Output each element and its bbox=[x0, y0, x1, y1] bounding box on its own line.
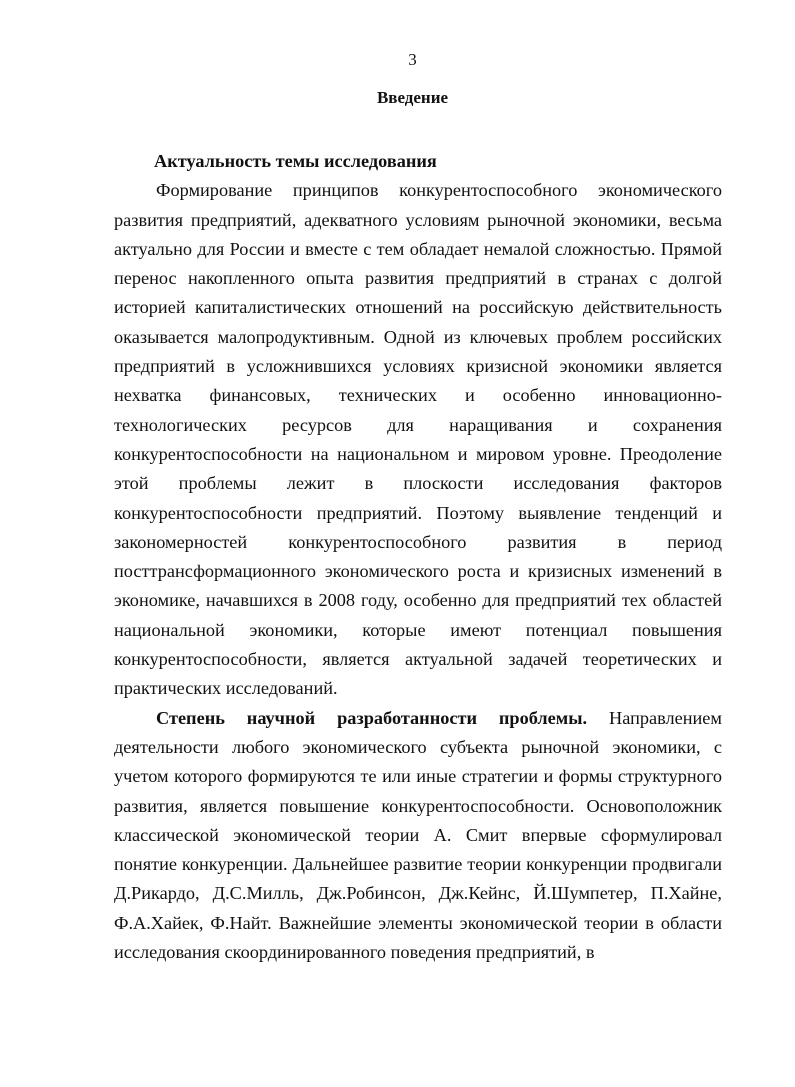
relevance-paragraph: Формирование принципов конкурентоспособного экономического развития предприятий, адекватного условиям рыночной экономики, весьма актуально для России и вместе с тем обладает немалой сложностью. Прямой перенос накопленного опыта развития предприятий в странах с долгой историей капиталистических отношений на российскую действительность оказывается малопродуктивным. Одной из ключевых проблем российских предприятий в усложнившихся условиях кризисной экономики является нехватка финансовых, технических и особенно инновационно-технологических ресурсов для наращивания и сохранения конкурентоспособности на национальном и мировом уровне. Преодоление этой проблемы лежит в плоскости исследования факторов конкурентоспособности предприятий. Поэтому выявление тенденций и закономерностей конкурентоспособного развития в период посттрансформационного экономического роста и кризисных изменений в экономике, начавшихся в 2008 году, особенно для предприятий тех областей национальной экономики, которые имеют потенциал повышения конкурентоспособности, является актуальной задачей теоретических и практических исследований. bbox=[114, 180, 722, 699]
degree-heading: Степень научной разработанности проблемы. bbox=[156, 707, 588, 728]
relevance-heading-paragraph bbox=[114, 147, 722, 176]
document-body bbox=[114, 147, 722, 967]
degree-text: Направлением деятельности любого экономического субъекта рыночной экономики, с учетом которого формируются те или иные стратегии и формы структурного развития, является повышение конкурентоспособности. Основоположник классической экономической теории А. Смит впервые сформулировал понятие конкуренции. Дальнейшее развитие теории конкуренции продвигали Д.Рикардо, Д.С.Милль, Дж.Робинсон, Дж.Кейнс, Й.Шумпетер, П.Хайне, Ф.А.Хайек, Ф.Найт. Важнейшие элементы экономической теории в области исследования скоординированного поведения предприятий, в bbox=[114, 707, 722, 963]
page-title: Введение bbox=[376, 88, 449, 107]
relevance-heading: Актуальность темы исследования bbox=[154, 151, 437, 171]
degree-paragraph bbox=[114, 704, 722, 968]
page-number: 3 bbox=[408, 50, 417, 69]
